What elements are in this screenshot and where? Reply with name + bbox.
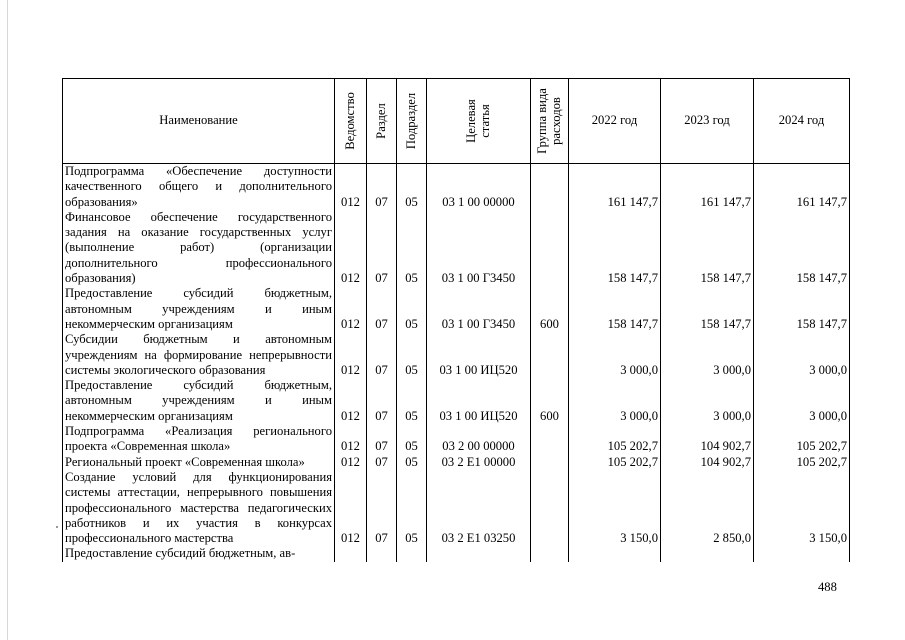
row-2022: 158 147,7 bbox=[569, 286, 661, 332]
row-gruppa bbox=[531, 332, 569, 378]
row-2024: 3 000,0 bbox=[754, 378, 850, 424]
row-podrazdel: 05 bbox=[397, 164, 427, 210]
row-2024: 161 147,7 bbox=[754, 164, 850, 210]
row-razdel: 07 bbox=[367, 164, 397, 210]
scan-edge-line bbox=[7, 0, 8, 640]
row-gruppa bbox=[531, 424, 569, 455]
row-name: Региональный проект «Современная школа» bbox=[63, 455, 335, 470]
row-podrazdel: 05 bbox=[397, 286, 427, 332]
table-row bbox=[63, 332, 850, 378]
table-row-partial bbox=[63, 546, 850, 561]
row-podrazdel bbox=[397, 546, 427, 561]
row-podrazdel: 05 bbox=[397, 332, 427, 378]
row-podrazdel: 05 bbox=[397, 455, 427, 470]
row-ved: 012 bbox=[335, 164, 367, 210]
row-celevaya bbox=[427, 546, 531, 561]
row-2022: 105 202,7 bbox=[569, 455, 661, 470]
row-ved: 012 bbox=[335, 332, 367, 378]
header-gruppa: Группа вида расходов bbox=[531, 79, 569, 164]
row-gruppa: 600 bbox=[531, 378, 569, 424]
header-2022: 2022 год bbox=[569, 79, 661, 164]
header-2024: 2024 год bbox=[754, 79, 850, 164]
row-celevaya: 03 1 00 Г3450 bbox=[427, 286, 531, 332]
row-2022 bbox=[569, 546, 661, 561]
page-number: 488 bbox=[818, 580, 837, 594]
row-2023: 3 000,0 bbox=[661, 378, 754, 424]
row-2024: 158 147,7 bbox=[754, 286, 850, 332]
row-razdel: 07 bbox=[367, 210, 397, 286]
row-gruppa bbox=[531, 455, 569, 470]
row-2023: 104 902,7 bbox=[661, 455, 754, 470]
row-razdel: 07 bbox=[367, 286, 397, 332]
row-celevaya: 03 1 00 ИЦ520 bbox=[427, 378, 531, 424]
row-razdel: 07 bbox=[367, 378, 397, 424]
scan-speck bbox=[56, 526, 58, 528]
header-row bbox=[63, 79, 850, 164]
row-2022: 3 000,0 bbox=[569, 378, 661, 424]
row-podrazdel: 05 bbox=[397, 470, 427, 546]
row-2023: 158 147,7 bbox=[661, 210, 754, 286]
row-2024: 105 202,7 bbox=[754, 455, 850, 470]
row-2024 bbox=[754, 546, 850, 561]
row-gruppa bbox=[531, 164, 569, 210]
row-ved bbox=[335, 546, 367, 561]
row-ved: 012 bbox=[335, 286, 367, 332]
header-2023: 2023 год bbox=[661, 79, 754, 164]
row-2022: 158 147,7 bbox=[569, 210, 661, 286]
row-celevaya: 03 1 00 00000 bbox=[427, 164, 531, 210]
row-2023: 3 000,0 bbox=[661, 332, 754, 378]
row-2022: 161 147,7 bbox=[569, 164, 661, 210]
row-name: Предоставление субсидий бюджетным, автономным учреждениям и иным некоммерческим организациям bbox=[63, 286, 335, 332]
row-2023: 161 147,7 bbox=[661, 164, 754, 210]
row-name: Подпрограмма «Обеспечение доступности качественного общего и дополнительного образования» bbox=[63, 164, 335, 210]
row-name: Подпрограмма «Реализация регионального проекта «Современная школа» bbox=[63, 424, 335, 455]
row-podrazdel: 05 bbox=[397, 378, 427, 424]
row-gruppa bbox=[531, 546, 569, 561]
row-2023: 158 147,7 bbox=[661, 286, 754, 332]
row-name: Создание условий для функционирования системы аттестации, непрерывного повышения профессионального мастерства педагогических работников и их участия в конкурсах профессионального мастерства bbox=[63, 470, 335, 546]
row-razdel: 07 bbox=[367, 470, 397, 546]
row-celevaya: 03 2 E1 00000 bbox=[427, 455, 531, 470]
row-ved: 012 bbox=[335, 378, 367, 424]
table-row bbox=[63, 164, 850, 210]
row-2024: 3 000,0 bbox=[754, 332, 850, 378]
row-2022: 105 202,7 bbox=[569, 424, 661, 455]
row-name: Финансовое обеспечение государственного задания на оказание государственных услуг (выполнение работ) (организации дополнительного профессионального образования) bbox=[63, 210, 335, 286]
row-2022: 3 000,0 bbox=[569, 332, 661, 378]
header-razdel: Раздел bbox=[367, 79, 397, 164]
table-row bbox=[63, 286, 850, 332]
row-razdel bbox=[367, 546, 397, 561]
row-2024: 105 202,7 bbox=[754, 424, 850, 455]
row-celevaya: 03 2 00 00000 bbox=[427, 424, 531, 455]
budget-table bbox=[62, 78, 850, 562]
row-celevaya: 03 2 E1 03250 bbox=[427, 470, 531, 546]
header-celevaya: Целевая статья bbox=[427, 79, 531, 164]
table-row bbox=[63, 424, 850, 455]
row-2024: 158 147,7 bbox=[754, 210, 850, 286]
row-celevaya: 03 1 00 Г3450 bbox=[427, 210, 531, 286]
row-podrazdel: 05 bbox=[397, 424, 427, 455]
table-row bbox=[63, 455, 850, 470]
table-row bbox=[63, 378, 850, 424]
row-razdel: 07 bbox=[367, 455, 397, 470]
row-gruppa: 600 bbox=[531, 286, 569, 332]
row-razdel: 07 bbox=[367, 424, 397, 455]
row-ved: 012 bbox=[335, 470, 367, 546]
row-2024: 3 150,0 bbox=[754, 470, 850, 546]
row-razdel: 07 bbox=[367, 332, 397, 378]
row-2023 bbox=[661, 546, 754, 561]
row-name: Субсидии бюджетным и автономным учреждениям на формирование непрерывности системы экологического образования bbox=[63, 332, 335, 378]
table-row bbox=[63, 470, 850, 546]
header-podrazdel: Подраздел bbox=[397, 79, 427, 164]
row-celevaya: 03 1 00 ИЦ520 bbox=[427, 332, 531, 378]
row-podrazdel: 05 bbox=[397, 210, 427, 286]
row-ved: 012 bbox=[335, 210, 367, 286]
row-2023: 2 850,0 bbox=[661, 470, 754, 546]
row-2022: 3 150,0 bbox=[569, 470, 661, 546]
table-row bbox=[63, 210, 850, 286]
row-gruppa bbox=[531, 210, 569, 286]
row-name: Предоставление субсидий бюджетным, автономным учреждениям и иным некоммерческим организациям bbox=[63, 378, 335, 424]
row-2023: 104 902,7 bbox=[661, 424, 754, 455]
header-name: Наименование bbox=[63, 79, 335, 164]
header-ved: Ведомство bbox=[335, 79, 367, 164]
row-ved: 012 bbox=[335, 424, 367, 455]
row-ved: 012 bbox=[335, 455, 367, 470]
row-name: Предоставление субсидий бюджетным, ав- bbox=[63, 546, 335, 561]
row-gruppa bbox=[531, 470, 569, 546]
